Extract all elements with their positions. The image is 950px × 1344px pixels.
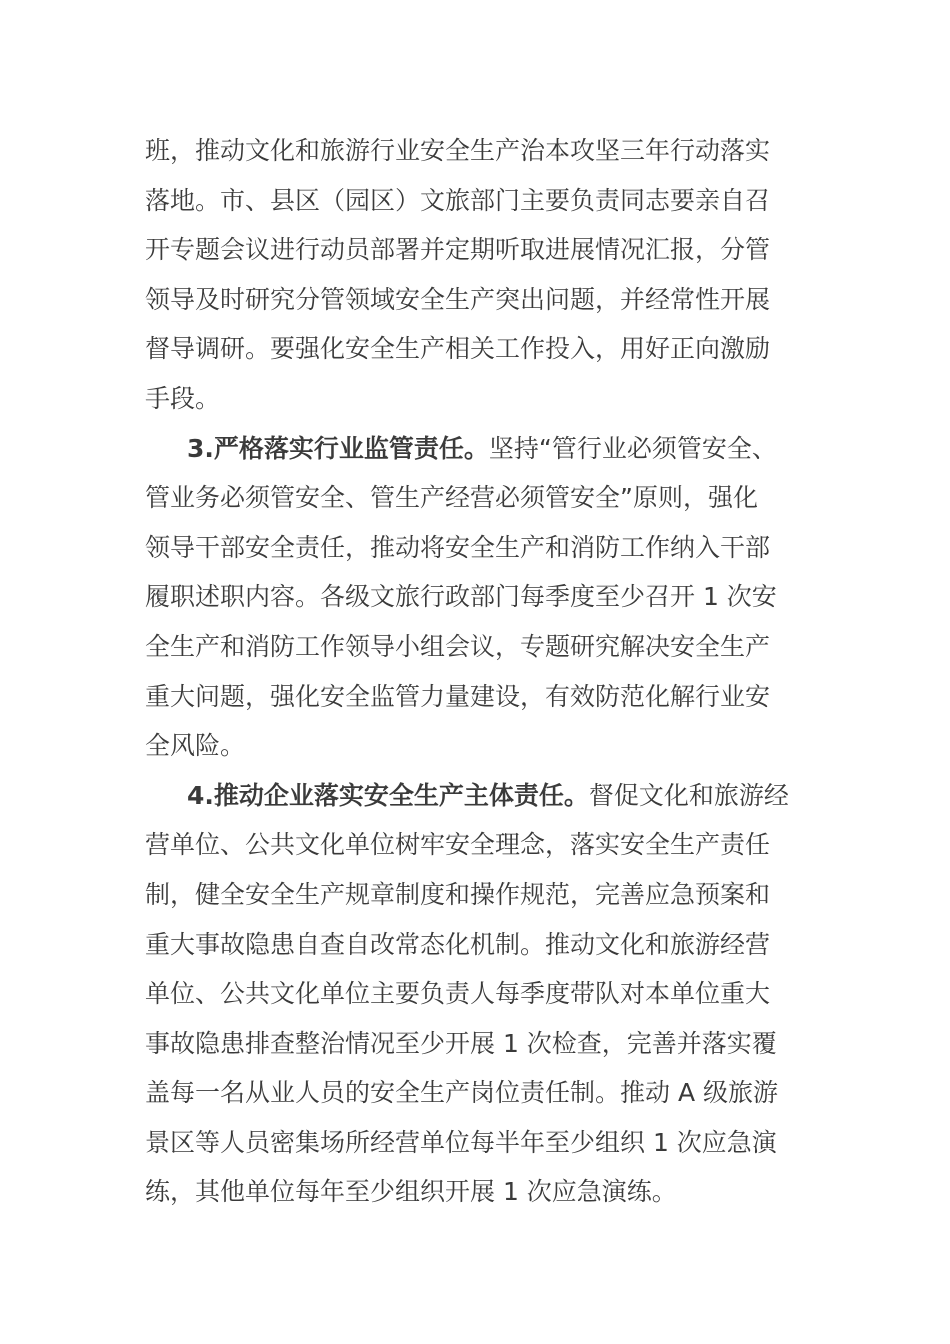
text-line: 练，其他单位每年至少组织开展 1 次应急演练。 [145,1177,677,1207]
paragraph-section-4 [145,771,810,1217]
text-line: 营单位、公共文化单位树牢安全理念，落实安全生产责任 [145,830,771,860]
text-line: 事故隐患排查整治情况至少开展 1 次检查，完善并落实覆 [145,1028,777,1058]
text-line: 景区等人员密集场所经营单位每半年至少组织 1 次应急演 [145,1127,777,1157]
text-run: 督促文化和旅游经 [588,780,789,810]
text-line: 班，推动文化和旅游行业安全生产治本攻坚三年行动落实 [145,136,771,165]
text-line [145,771,810,821]
text-line: 盖每一名从业人员的安全生产岗位责任制。推动 A 级旅游 [145,1078,778,1108]
text-line: 全生产和消防工作领导小组会议，专题研究解决安全生产 [145,631,771,661]
text-run: 坚持“管行业必须管安全、 [488,433,777,463]
text-line: 手段。 [145,383,221,413]
text-line: 履职述职内容。各级文旅行政部门每季度至少召开 1 次安 [145,582,777,612]
paragraph-continuation [145,126,810,424]
text-line: 督导调研。要强化安全生产相关工作投入，用好正向激励 [145,334,771,364]
text-line: 开专题会议进行动员部署并定期听取进展情况汇报，分管 [145,235,771,265]
document-body [145,126,810,1217]
text-line: 全风险。 [145,731,246,761]
text-line: 领导干部安全责任，推动将安全生产和消防工作纳入干部 [145,532,771,562]
text-line: 重大事故隐患自查自改常态化机制。推动文化和旅游经营 [145,929,771,959]
section-heading: 3.严格落实行业监管责任。 [187,433,489,463]
text-line [145,424,810,474]
text-line: 领导及时研究分管领域安全生产突出问题，并经常性开展 [145,284,771,314]
text-line: 管业务必须管安全、管生产经营必须管安全”原则，强化 [145,483,758,513]
text-line: 重大问题，强化安全监管力量建设，有效防范化解行业安 [145,681,771,711]
text-line: 制，健全安全生产规章制度和操作规范，完善应急预案和 [145,879,771,909]
section-heading: 4.推动企业落实安全生产主体责任。 [187,780,589,810]
paragraph-section-3 [145,424,810,771]
text-line: 落地。市、县区（园区）文旅部门主要负责同志要亲自召 [145,185,771,215]
text-line: 单位、公共文化单位主要负责人每季度带队对本单位重大 [145,979,771,1009]
